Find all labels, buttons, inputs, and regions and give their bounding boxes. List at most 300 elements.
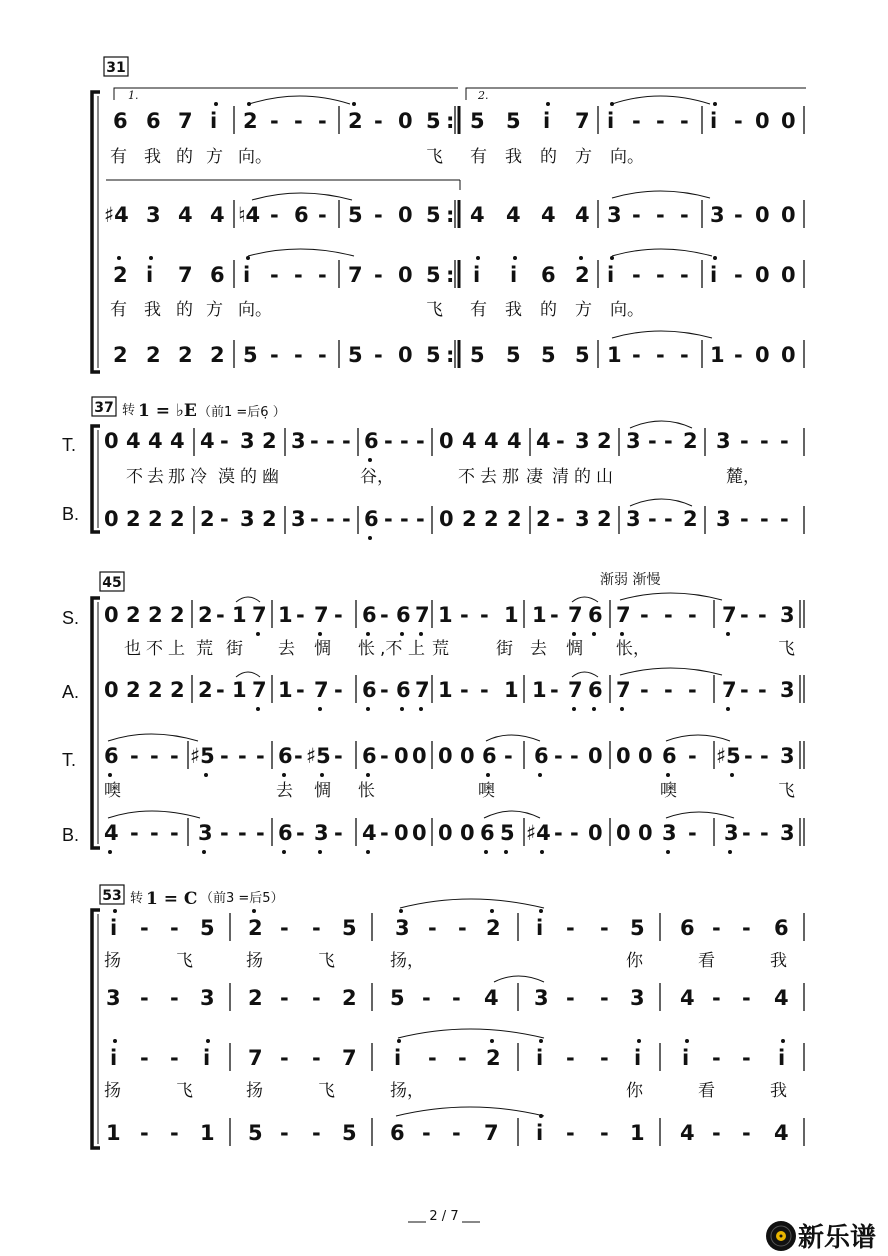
- svg-text:-: -: [384, 429, 393, 453]
- svg-text:2: 2: [148, 603, 163, 627]
- svg-text:-: -: [334, 821, 343, 845]
- svg-text:♯4: ♯4: [526, 821, 551, 845]
- svg-text:方: 方: [206, 300, 223, 320]
- voice-label: S.: [62, 608, 80, 628]
- svg-text:4: 4: [462, 429, 477, 453]
- svg-text:2: 2: [178, 343, 193, 367]
- svg-text:2: 2: [597, 507, 612, 531]
- svg-text:-: -: [294, 343, 303, 367]
- svg-text:-: -: [760, 821, 769, 845]
- svg-text:2: 2: [126, 603, 141, 627]
- svg-text:4: 4: [484, 986, 499, 1010]
- svg-text:-: -: [170, 986, 179, 1010]
- svg-text:5: 5: [506, 343, 521, 367]
- svg-text:0: 0: [104, 678, 119, 702]
- svg-text:1: 1: [504, 603, 519, 627]
- svg-text:看: 看: [698, 1081, 715, 1101]
- svg-text:-: -: [712, 1121, 721, 1145]
- lyrics-line: [124, 638, 795, 659]
- voice-label: B.: [62, 825, 80, 845]
- svg-text:0: 0: [460, 821, 475, 845]
- svg-text:-: -: [664, 507, 673, 531]
- svg-text:-: -: [416, 429, 425, 453]
- svg-text:0: 0: [781, 343, 796, 367]
- svg-text:7: 7: [722, 678, 737, 702]
- svg-text:去: 去: [147, 467, 164, 487]
- svg-text:-: -: [140, 986, 149, 1010]
- svg-text:6: 6: [278, 821, 293, 845]
- svg-text:4: 4: [200, 429, 215, 453]
- svg-text:飞: 飞: [176, 1081, 193, 1101]
- svg-text:2: 2: [126, 507, 141, 531]
- svg-text:1: 1: [232, 678, 247, 702]
- svg-text:-: -: [380, 603, 389, 627]
- svg-text:4: 4: [470, 203, 485, 227]
- svg-text:的: 的: [574, 467, 591, 487]
- svg-text:-: -: [326, 429, 335, 453]
- svg-text:-: -: [318, 263, 327, 287]
- svg-text:3: 3: [630, 986, 645, 1010]
- svg-text:i: i: [210, 109, 218, 133]
- svg-text:7: 7: [314, 603, 329, 627]
- svg-text:-: -: [566, 1121, 575, 1145]
- svg-text:1: 1: [532, 603, 547, 627]
- svg-text:0: 0: [104, 429, 119, 453]
- svg-text:i: i: [536, 1046, 544, 1070]
- svg-text:-: -: [742, 821, 751, 845]
- key-change: 1 = C: [146, 889, 198, 909]
- svg-text:0: 0: [638, 744, 653, 768]
- svg-text:-: -: [744, 744, 753, 768]
- svg-text:-: -: [170, 916, 179, 940]
- svg-text:-: -: [380, 744, 389, 768]
- svg-text:7: 7: [415, 678, 430, 702]
- staff-tenor: [104, 734, 804, 777]
- svg-text:4: 4: [148, 429, 163, 453]
- svg-text:4: 4: [774, 1121, 789, 1145]
- volta-1-bracket: [114, 88, 458, 100]
- svg-text:-: -: [640, 603, 649, 627]
- svg-text:0: 0: [781, 109, 796, 133]
- svg-text:-: -: [334, 603, 343, 627]
- svg-text:-: -: [480, 678, 489, 702]
- svg-text:3: 3: [291, 507, 306, 531]
- svg-text:3: 3: [200, 986, 215, 1010]
- key-change-note: （前1 =后6̣ ）: [198, 405, 286, 420]
- svg-text:♯4: ♯4: [104, 203, 129, 227]
- svg-text:2: 2: [507, 507, 522, 531]
- svg-text:有: 有: [470, 147, 487, 167]
- svg-text:-: -: [150, 744, 159, 768]
- svg-text:去: 去: [278, 639, 295, 659]
- svg-text:-: -: [296, 603, 305, 627]
- svg-text:0: 0: [412, 744, 427, 768]
- svg-text:4: 4: [170, 429, 185, 453]
- svg-text:-: -: [458, 916, 467, 940]
- svg-text:2: 2: [113, 263, 128, 287]
- svg-text:0: 0: [104, 507, 119, 531]
- svg-text:-: -: [270, 203, 279, 227]
- svg-text:-: -: [220, 507, 229, 531]
- svg-text:-: -: [760, 429, 769, 453]
- svg-text:-: -: [656, 203, 665, 227]
- svg-text:-: -: [742, 1121, 751, 1145]
- svg-text:2: 2: [484, 507, 499, 531]
- svg-text:0: 0: [781, 263, 796, 287]
- svg-text:7: 7: [348, 263, 363, 287]
- svg-text:7: 7: [178, 263, 193, 287]
- svg-text::: :: [446, 203, 455, 227]
- svg-text:6: 6: [294, 203, 309, 227]
- svg-text:噢: 噢: [660, 781, 677, 801]
- svg-text:4: 4: [774, 986, 789, 1010]
- svg-text:6: 6: [364, 507, 379, 531]
- svg-text:-: -: [150, 821, 159, 845]
- lyrics-line: [104, 950, 787, 971]
- svg-text:5: 5: [200, 916, 215, 940]
- svg-text:-: -: [220, 744, 229, 768]
- svg-text:0: 0: [439, 507, 454, 531]
- svg-text:1: 1: [106, 1121, 121, 1145]
- svg-text:7: 7: [568, 603, 583, 627]
- svg-text:-: -: [294, 263, 303, 287]
- svg-text:有: 有: [110, 147, 127, 167]
- svg-text:2: 2: [486, 1046, 501, 1070]
- svg-text:-: -: [140, 916, 149, 940]
- svg-text:3: 3: [716, 429, 731, 453]
- svg-text::: :: [446, 109, 455, 133]
- svg-text:6: 6: [534, 744, 549, 768]
- svg-text:0: 0: [104, 603, 119, 627]
- svg-text:扬: 扬: [246, 1081, 263, 1101]
- svg-text:4: 4: [210, 203, 225, 227]
- svg-text:也: 也: [124, 639, 141, 659]
- svg-text:-: -: [452, 1121, 461, 1145]
- svg-text:6: 6: [278, 744, 293, 768]
- svg-text:-: -: [664, 429, 673, 453]
- tie: [249, 96, 350, 104]
- svg-text:我: 我: [505, 147, 522, 167]
- volta-1-label: 1.: [128, 89, 139, 102]
- svg-text:-: -: [296, 678, 305, 702]
- svg-text:-: -: [170, 1046, 179, 1070]
- svg-text:惆: 惆: [314, 781, 331, 801]
- svg-text:7: 7: [575, 109, 590, 133]
- svg-text:去: 去: [480, 467, 497, 487]
- svg-text:-: -: [318, 343, 327, 367]
- octave-dot: [214, 102, 218, 106]
- svg-text:向。: 向。: [610, 300, 644, 320]
- measure-number: 45: [102, 575, 122, 591]
- svg-text:-: -: [416, 507, 425, 531]
- svg-text:-: -: [566, 1046, 575, 1070]
- svg-text:-: -: [140, 1046, 149, 1070]
- svg-text:0: 0: [755, 203, 770, 227]
- svg-text:去: 去: [276, 781, 293, 801]
- svg-text:-: -: [280, 1121, 289, 1145]
- svg-text:-: -: [566, 986, 575, 1010]
- key-change-note: （前3 =后5）: [200, 891, 284, 906]
- svg-text:6: 6: [482, 744, 497, 768]
- svg-text:1: 1: [278, 603, 293, 627]
- svg-text:-: -: [712, 986, 721, 1010]
- svg-text:2: 2: [113, 343, 128, 367]
- svg-text:-: -: [400, 429, 409, 453]
- svg-text:-: -: [734, 203, 743, 227]
- key-change-prefix: 转: [122, 403, 136, 418]
- svg-text:-: -: [712, 916, 721, 940]
- lyrics-line: [126, 467, 760, 487]
- svg-text:的: 的: [240, 467, 257, 487]
- svg-text:0: 0: [394, 821, 409, 845]
- dynamics-marking: 渐弱 渐慢: [600, 572, 661, 588]
- svg-text:山: 山: [596, 467, 613, 487]
- svg-text:-: -: [380, 821, 389, 845]
- svg-text:-: -: [570, 821, 579, 845]
- svg-text:惆: 惆: [314, 639, 331, 659]
- svg-text:2: 2: [243, 109, 258, 133]
- svg-text:5: 5: [342, 916, 357, 940]
- svg-text:4: 4: [680, 1121, 695, 1145]
- svg-text:-: -: [742, 1046, 751, 1070]
- svg-text:0: 0: [616, 821, 631, 845]
- svg-text:飞: 飞: [426, 300, 443, 320]
- svg-text:0: 0: [755, 109, 770, 133]
- svg-text:5: 5: [342, 1121, 357, 1145]
- svg-text:-: -: [400, 507, 409, 531]
- svg-text:i: i: [607, 109, 615, 133]
- system-53: [92, 885, 804, 1148]
- svg-text:7: 7: [616, 678, 631, 702]
- svg-text:i: i: [778, 1046, 786, 1070]
- svg-text:7: 7: [178, 109, 193, 133]
- measure-number: 37: [94, 400, 114, 416]
- svg-text:2: 2: [170, 678, 185, 702]
- key-change: 1 = ♭E: [138, 401, 197, 421]
- svg-text:2: 2: [126, 678, 141, 702]
- svg-text:那: 那: [502, 467, 519, 487]
- svg-text:0: 0: [588, 744, 603, 768]
- svg-text:i: i: [536, 916, 544, 940]
- svg-text:-: -: [452, 986, 461, 1010]
- svg-text:上: 上: [168, 639, 185, 659]
- svg-text:3: 3: [240, 429, 255, 453]
- svg-text:我: 我: [505, 300, 522, 320]
- logo-text: 新乐谱: [798, 1223, 877, 1253]
- svg-text:的: 的: [176, 147, 193, 167]
- svg-text:-: -: [566, 916, 575, 940]
- svg-text:我: 我: [144, 300, 161, 320]
- svg-text:-: -: [422, 1121, 431, 1145]
- svg-text:3: 3: [314, 821, 329, 845]
- svg-text:-: -: [374, 109, 383, 133]
- svg-text:-: -: [238, 821, 247, 845]
- svg-text:-: -: [680, 343, 689, 367]
- page-footer: [408, 1209, 480, 1224]
- svg-text:6: 6: [390, 1121, 405, 1145]
- svg-text:-: -: [280, 1046, 289, 1070]
- svg-text:3: 3: [395, 916, 410, 940]
- svg-text:-: -: [256, 744, 265, 768]
- svg-text:-: -: [480, 603, 489, 627]
- svg-text:0: 0: [460, 744, 475, 768]
- svg-text:5: 5: [630, 916, 645, 940]
- svg-text:-: -: [270, 343, 279, 367]
- svg-text:-: -: [460, 603, 469, 627]
- svg-text:4: 4: [541, 203, 556, 227]
- svg-text:-: -: [170, 744, 179, 768]
- svg-text:-: -: [648, 429, 657, 453]
- site-logo: [766, 1221, 876, 1253]
- svg-text:上: 上: [408, 639, 425, 659]
- staff-tenor: [110, 1029, 804, 1071]
- svg-text:-: -: [312, 1046, 321, 1070]
- svg-text:-: -: [428, 1046, 437, 1070]
- svg-text:i: i: [536, 1121, 544, 1145]
- svg-text:荒: 荒: [432, 639, 449, 659]
- svg-text:-: -: [740, 603, 749, 627]
- svg-text:3: 3: [716, 507, 731, 531]
- svg-text:,不: ,不: [380, 639, 403, 659]
- voice-label: T.: [62, 435, 77, 455]
- svg-text:i: i: [710, 109, 718, 133]
- svg-text:0: 0: [398, 343, 413, 367]
- svg-text:6: 6: [210, 263, 225, 287]
- svg-text:4: 4: [362, 821, 377, 845]
- svg-text:街: 街: [226, 639, 243, 659]
- page-number: 2 / 7: [429, 1209, 459, 1224]
- svg-text:3: 3: [626, 429, 641, 453]
- svg-text:2: 2: [486, 916, 501, 940]
- svg-text:7: 7: [314, 678, 329, 702]
- svg-text:6: 6: [146, 109, 161, 133]
- svg-text:-: -: [374, 203, 383, 227]
- svg-text:0: 0: [755, 263, 770, 287]
- volta-2-label: 2.: [478, 89, 489, 102]
- staff-alto: [104, 191, 804, 228]
- system-31: [92, 57, 806, 372]
- svg-text:1: 1: [438, 603, 453, 627]
- svg-text:-: -: [342, 429, 351, 453]
- svg-text:-: -: [312, 1121, 321, 1145]
- svg-text:2: 2: [462, 507, 477, 531]
- svg-text:飞: 飞: [318, 951, 335, 971]
- svg-text:去: 去: [530, 639, 547, 659]
- svg-text:-: -: [294, 744, 303, 768]
- svg-text:1: 1: [504, 678, 519, 702]
- svg-text:5: 5: [426, 203, 441, 227]
- svg-text:-: -: [294, 109, 303, 133]
- lyrics-line-2: [110, 300, 644, 320]
- svg-text:-: -: [334, 678, 343, 702]
- svg-text:-: -: [640, 678, 649, 702]
- svg-text:1: 1: [200, 1121, 215, 1145]
- svg-text:1: 1: [438, 678, 453, 702]
- svg-text:i: i: [110, 916, 118, 940]
- svg-text:6: 6: [541, 263, 556, 287]
- svg-text:5: 5: [500, 821, 515, 845]
- measure-number: 53: [102, 888, 122, 904]
- svg-text:1: 1: [532, 678, 547, 702]
- svg-text:♯5: ♯5: [190, 744, 215, 768]
- svg-text:有: 有: [470, 300, 487, 320]
- svg-text:-: -: [680, 203, 689, 227]
- svg-text:-: -: [374, 263, 383, 287]
- svg-text:-: -: [318, 203, 327, 227]
- svg-text:6: 6: [113, 109, 128, 133]
- svg-text:扬: 扬: [104, 951, 121, 971]
- svg-text:飞: 飞: [176, 951, 193, 971]
- staff-bass: [104, 499, 804, 540]
- staff-alto: [106, 976, 804, 1011]
- voice-label: T.: [62, 750, 77, 770]
- staff-alto: [104, 668, 804, 711]
- svg-text:清: 清: [552, 467, 569, 487]
- svg-text:2: 2: [148, 678, 163, 702]
- svg-text:2: 2: [348, 109, 363, 133]
- svg-text:-: -: [570, 744, 579, 768]
- svg-text:2: 2: [575, 263, 590, 287]
- measure-number: 31: [106, 60, 126, 76]
- svg-text:7: 7: [616, 603, 631, 627]
- svg-text:-: -: [220, 429, 229, 453]
- svg-text:2: 2: [262, 429, 277, 453]
- svg-text:-: -: [680, 263, 689, 287]
- svg-text:冷: 冷: [190, 467, 207, 487]
- svg-text:1: 1: [607, 343, 622, 367]
- svg-text:-: -: [680, 109, 689, 133]
- lyrics-line-1: [110, 147, 644, 167]
- svg-text:-: -: [688, 744, 697, 768]
- svg-text:-: -: [734, 263, 743, 287]
- svg-text:-: -: [460, 678, 469, 702]
- staff-soprano: [104, 593, 804, 636]
- svg-text:-: -: [216, 678, 225, 702]
- svg-text:5: 5: [506, 109, 521, 133]
- svg-text:扬: 扬: [104, 1081, 121, 1101]
- svg-text:3: 3: [607, 203, 622, 227]
- svg-text:-: -: [688, 678, 697, 702]
- svg-text:♯5: ♯5: [306, 744, 331, 768]
- svg-text:i: i: [682, 1046, 690, 1070]
- svg-text:-: -: [170, 1121, 179, 1145]
- svg-text:-: -: [632, 109, 641, 133]
- svg-text:-: -: [554, 744, 563, 768]
- svg-text:-: -: [760, 507, 769, 531]
- svg-text:你: 你: [626, 951, 643, 971]
- system-bracket: [92, 910, 100, 1148]
- svg-text:-: -: [280, 986, 289, 1010]
- svg-text:-: -: [312, 916, 321, 940]
- svg-text:2: 2: [198, 678, 213, 702]
- svg-text:3: 3: [662, 821, 677, 845]
- svg-text:6: 6: [588, 678, 603, 702]
- svg-text:飞: 飞: [778, 781, 795, 801]
- voice-label: B.: [62, 504, 80, 524]
- svg-text:2: 2: [342, 986, 357, 1010]
- svg-text:6: 6: [362, 603, 377, 627]
- svg-text:噢: 噢: [104, 781, 121, 801]
- system-bracket: [92, 426, 100, 532]
- svg-text:7: 7: [252, 678, 267, 702]
- svg-text:5: 5: [575, 343, 590, 367]
- svg-text:-: -: [556, 507, 565, 531]
- svg-text:7: 7: [415, 603, 430, 627]
- svg-text:飞: 飞: [426, 147, 443, 167]
- svg-text:5: 5: [348, 203, 363, 227]
- svg-text:-: -: [740, 429, 749, 453]
- svg-text:5: 5: [470, 109, 485, 133]
